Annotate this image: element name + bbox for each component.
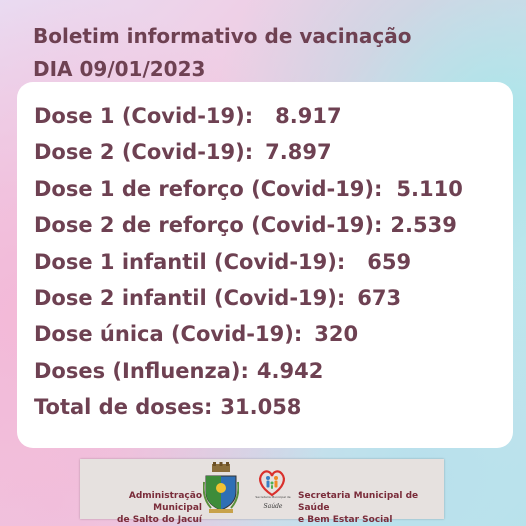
footer-health-text: Secretaria Municipal de Saúde e Bem Estar Social <box>298 491 419 525</box>
stat-influenza: Doses (Influenza): 4.942 <box>34 358 324 383</box>
stats-card <box>17 82 513 448</box>
stats-list <box>34 98 463 426</box>
stat-dose1: Dose 1 (Covid-19): 8.917 <box>34 104 342 128</box>
heart-logo-caption: Secretaria Municipal de <box>255 495 291 499</box>
page-date: DIA 09/01/2023 <box>33 57 206 81</box>
stat-dose1-reforco: Dose 1 de reforço (Covid-19): 5.110 <box>34 176 463 201</box>
footer-banner <box>80 459 444 525</box>
title-block <box>33 20 411 86</box>
heart-logo-script: Saúde <box>263 503 283 510</box>
page-title: Boletim informativo de vacinação <box>33 24 412 48</box>
footer-admin-text: Administração Municipal de Salto do Jacuí <box>117 491 202 525</box>
stat-dose2-infantil: Dose 2 infantil (Covid-19): 673 <box>34 286 402 311</box>
stat-dose2: Dose 2 (Covid-19): 7.897 <box>34 140 332 165</box>
municipal-coat-of-arms-icon <box>203 462 239 514</box>
stat-dose2-reforco: Dose 2 de reforço (Covid-19): 2.539 <box>34 213 457 238</box>
stat-dose-unica: Dose única (Covid-19): 320 <box>34 322 359 347</box>
stat-dose1-infantil: Dose 1 infantil (Covid-19): 659 <box>34 249 412 274</box>
stat-total: Total de doses: 31.058 <box>34 395 302 420</box>
